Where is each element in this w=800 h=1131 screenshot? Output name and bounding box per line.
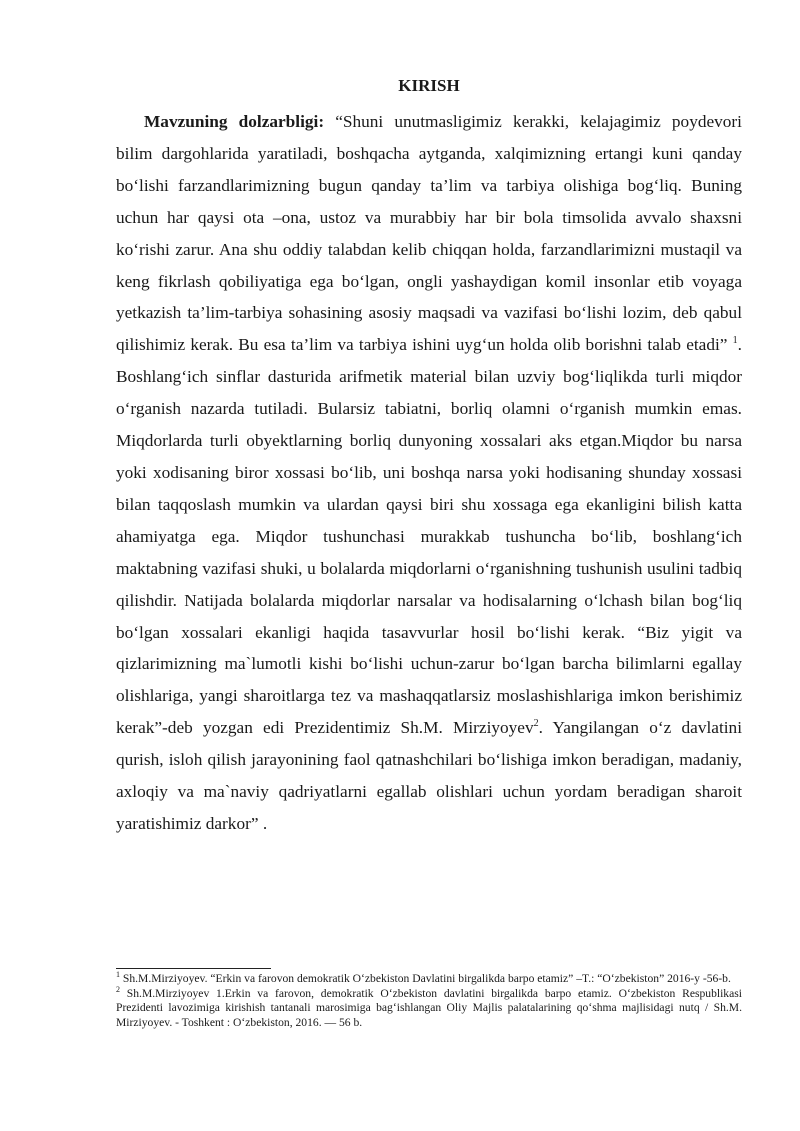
page-title: KIRISH [398,76,460,95]
body-paragraph [116,106,742,840]
document-page [116,72,742,840]
paragraph-text-part-2: . Boshlang‘ich sinflar dasturida arifmetik material bilan uzviy bog‘liqlikda turli miqdor o‘rganish nazarda tutiladi. Bularsiz tabiatni, borliq olamni o‘rganish mumkin emas. Miqdorlarda turli obyektlarning borliq dunyoning xossalari aks etgan.Miqdor bu narsa yoki xodisaning biror xossasi bo‘lib, uni boshqa narsa yoki hodisaning shunday xossasi bilan taqqoslash mumkin va ulardan qaysi biri shu xossaga ega ekanligini bilish katta ahamiyatga ega. Miqdor tushunchasi murakkab tushuncha bo‘lib, boshlang‘ich maktabning vazifasi shuki, u bolalarda miqdorlarni o‘rganishning tushunish usulini tadbiq qilishdir. Natijada bolalarda miqdorlar narsalar va hodisalarning o‘lchash bilan bog‘liq bo‘lgan xossalari ekanligi haqida tasavvurlar hosil bo‘lishi kerak. “Biz yigit va qizlarimizning ma`lumotli kishi bo‘lishi uchun-zarur bo‘lgan barcha bilimlarni egallay olishlariga, yangi sharoitlarga tez va mashaqqatlarsiz moslashishlariga imkon berishimiz kerak”-deb yozgan edi Prezidentimiz Sh.M. Mirziyoyev [116,335,742,738]
footnote-2 [116,984,742,1031]
footnote-mark-2: 2 [116,984,120,994]
footnote-ref-1[interactable]: 1 [732,335,738,347]
footnotes [116,968,742,1030]
paragraph-lead: Mavzuning dolzarbligi: [144,112,325,131]
footnote-mark-1: 1 [116,970,120,980]
paragraph-text-part-1: “Shuni unutmasligimiz kerakki, kelajagimiz poydevori bilim dargohlarida yaratiladi, boshqacha aytganda, xalqimizning ertangi kuni qanday bo‘lishi farzandlarimizning bugun qanday ta’lim va tarbiya olishiga bog‘liq. Buning uchun har qaysi ota –ona, ustoz va murabbiy har bir bola timsolida avvalo shaxsni ko‘rishi zarur. Ana shu oddiy talabdan kelib chiqqan holda, farzandlarimizni mustaqil va keng fikrlash qobiliyatiga ega bo‘lgan, ongli yashaydigan komil insonlar etib voyaga yetkazish ta’lim-tarbiya sohasining asosiy maqsadi va vazifasi bo‘lishi lozim, deb qabul qilishimiz kerak. Bu esa ta’lim va tarbiya ishini uyg‘un holda olib borishni talab etadi” [116,112,742,355]
footnote-separator [116,968,271,969]
footnote-text-2: Sh.M.Mirziyoyev 1.Erkin va farovon, demokratik O‘zbekiston davlatini birgalikda barpo etamiz. O‘zbekiston Respublikasi Prezidenti lavozimiga kirishish tantanali marosimiga bag‘ishlangan Oliy Majlis palatalarining qo‘shma majlisidagi nutq / Sh.M. Mirziyoyev. - Toshkent : O‘zbekiston, 2016. — 56 b. [116,986,742,1029]
footnote-ref-2[interactable]: 2 [533,718,539,730]
footnote-text-1: Sh.M.Mirziyoyev. “Erkin va farovon demokratik O‘zbekiston Davlatini birgalikda barpo etamiz” –T.: “O‘zbekiston” 2016-y -56-b. [120,972,731,985]
footnote-1 [116,972,742,987]
paragraph-text-part-3: . Yangilangan o‘z davlatini qurish, isloh qilish jarayonining faol qatnashchilari bo‘lishiga imkon beradigan, madaniy, axloqiy va ma`naviy qadriyatlarni egallab olishlari uchun yordam beradigan sharoit yaratishimiz darkor” . [116,718,742,833]
